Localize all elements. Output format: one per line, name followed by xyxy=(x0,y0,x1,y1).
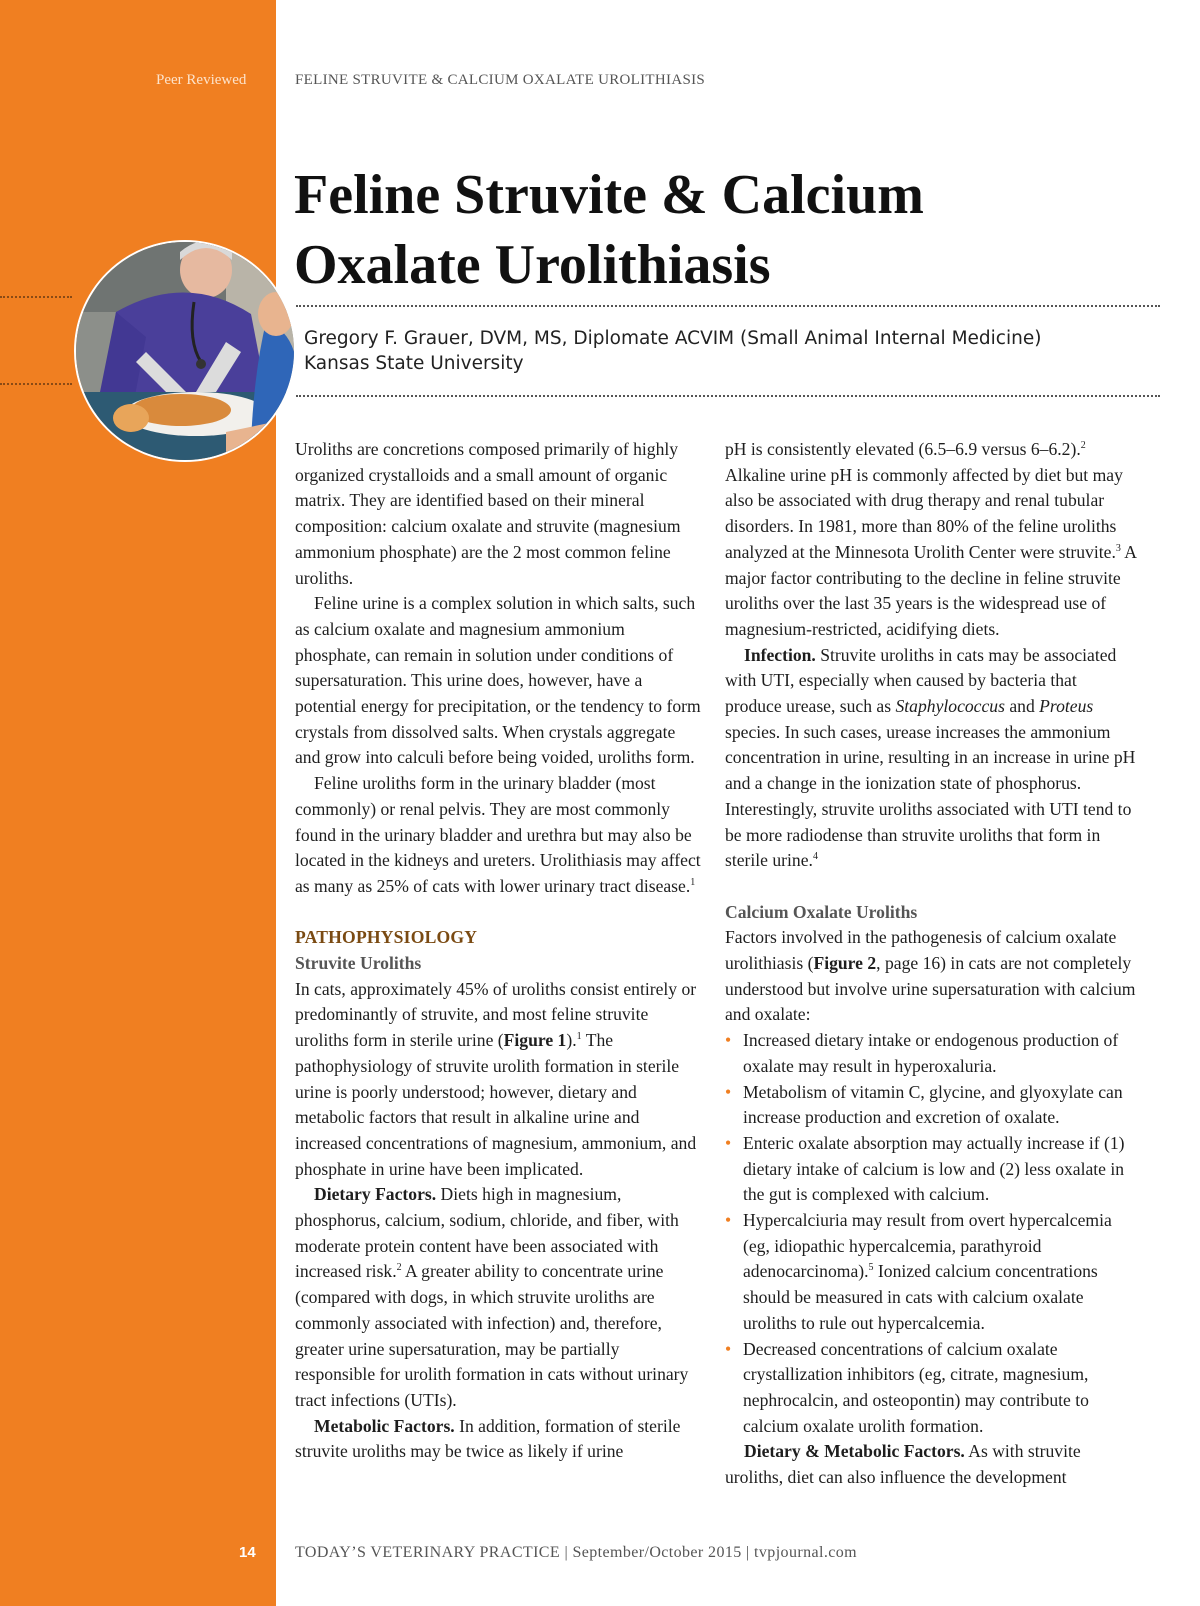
paragraph-dietary-factors xyxy=(295,1182,703,1413)
figure-1-reference: Figure 1 xyxy=(503,1030,567,1051)
paragraph-urine-ph-text-a: pH is consistently elevated (6.5–6.9 versus 6–6.2). xyxy=(725,439,1081,459)
bullet-item-enteric-absorption: • Enteric oxalate absorption may actually increase if (1) dietary intake of calcium is low and (2) less oxalate in the gut is complexed with calcium. xyxy=(725,1131,1137,1208)
paragraph-infection-text-a: Struvite uroliths in cats may be associated with UTI, especially when caused by bacteria that produce urease, such as xyxy=(725,644,1117,717)
genus-proteus: Proteus xyxy=(1039,696,1094,717)
article-column-left xyxy=(295,437,703,1465)
paragraph-urine-solution-text: Feline urine is a complex solution in which salts, such as calcium oxalate and magnesium ammonium phosphate, can remain in solution under conditions of supersaturation. This urine does, however, have a potential energy for precipitation, or the tendency to form crystals from dissolved salts. When crystals aggregate and grow into calculi before being voided, uroliths form. xyxy=(295,593,701,768)
paragraph-urolith-location xyxy=(295,771,703,900)
run-in-heading-metabolic-factors: Metabolic Factors. xyxy=(314,1415,455,1436)
paragraph-metabolic-factors-text: In addition, formation of sterile struvite uroliths may be twice as likely if urine xyxy=(295,1415,681,1462)
run-in-heading-dietary-factors: Dietary Factors. xyxy=(314,1184,437,1205)
paragraph-struvite xyxy=(295,977,703,1183)
paragraph-urine-ph-text-c: A major factor contributing to the decline in feline struvite uroliths over the last 35 years is the widespread use of magnesium-restricted, acidifying diets. xyxy=(725,541,1137,639)
author-name: Gregory F. Grauer, DVM, MS, Diplomate ACVIM (Small Animal Internal Medicine) xyxy=(304,328,1042,349)
paragraph-urolith-location-text: Feline uroliths form in the urinary bladder (most commonly) or renal pelvis. They are most commonly found in the urinary bladder and urethra but may also be located in the kidneys and ureters. Urolithiasis may affect as many as 25% of cats with lower urinary tract disease. xyxy=(295,773,701,896)
running-head: FELINE STRUVITE & CALCIUM OXALATE UROLITHIASIS xyxy=(295,72,706,88)
paragraph-infection xyxy=(725,643,1137,874)
heading-calcium-oxalate-uroliths: Calcium Oxalate Uroliths xyxy=(725,901,918,922)
paragraph-intro xyxy=(295,437,703,591)
paragraph-calcium-oxalate-text-b: , page 16) in cats are not completely understood but involve urine supersaturation with calcium and oxalate: xyxy=(725,953,1136,1025)
peer-reviewed-label: Peer Reviewed xyxy=(156,72,247,88)
reference-superscript: 5 xyxy=(868,1262,874,1274)
paragraph-struvite-text-c: The pathophysiology of struvite urolith formation in sterile urine is poorly understood; however, dietary and metabolic factors that result in alkaline urine and increased concentrations of magnesium, ammonium, and phosphate in urine have been implicated. xyxy=(295,1030,697,1179)
paragraph-intro-text: Uroliths are concretions composed primarily of highly organized crystalloids and a small amount of organic matrix. They are identified based on their mineral composition: calcium oxalate and struvite (magnesium ammonium phosphate) are the 2 most common feline uroliths. xyxy=(295,439,681,588)
author-affiliation: Kansas State University xyxy=(304,353,524,374)
reference-superscript: 1 xyxy=(690,877,696,889)
figure-2-reference: Figure 2 xyxy=(813,953,877,974)
bullet-item-inhibitors: • Decreased concentrations of calcium oxalate crystallization inhibitors (eg, citrate, magnesium, nephrocalcin, and osteopontin) may contribute to calcium oxalate urolith formation. xyxy=(725,1337,1137,1440)
paragraph-dietary-metabolic-text: As with struvite uroliths, diet can also influence the development xyxy=(725,1441,1081,1488)
page-number: 14 xyxy=(239,1544,256,1561)
paragraph-dietary-factors-text-a: Diets high in magnesium, phosphorus, calcium, sodium, chloride, and fiber, with moderate protein content have been associated with increased risk. xyxy=(295,1184,679,1282)
bullet-item-hyperoxaluria: • Increased dietary intake or endogenous production of oxalate may result in hyperoxaluria. xyxy=(725,1028,1137,1079)
run-in-heading-dietary-metabolic: Dietary & Metabolic Factors. xyxy=(744,1441,965,1462)
paragraph-infection-text-c: species. In such cases, urease increases the ammonium concentration in urine, resulting in an increase in urine pH and a change in the ionization state of phosphorus. Interestingly, struvite uroliths associated with UTI tend to be more radiodense than struvite uroliths that form in sterile urine. xyxy=(725,721,1136,871)
paragraph-urine-ph-text-b: Alkaline urine pH is commonly affected by diet but may also be associated with drug therapy and renal tubular disorders. In 1981, more than 80% of the feline uroliths analyzed at the Minnesota Urolith Center were struvite. xyxy=(725,464,1123,562)
paragraph-metabolic-factors xyxy=(295,1414,703,1465)
paragraph-struvite-text-b: ). xyxy=(566,1030,577,1051)
reference-superscript: 2 xyxy=(1080,440,1086,452)
orange-sidebar xyxy=(0,0,276,1606)
author-divider xyxy=(296,395,1160,397)
article-column-right xyxy=(725,437,1137,1491)
author-block xyxy=(304,326,1041,376)
paragraph-dietary-metabolic xyxy=(725,1439,1137,1490)
article-title xyxy=(294,160,1174,300)
run-in-heading-infection: Infection. xyxy=(744,644,816,665)
sidebar-dotted-rule-bottom xyxy=(0,383,72,385)
bullet-item-hypercalciuria xyxy=(725,1208,1137,1337)
paragraph-dietary-factors-text-b: A greater ability to concentrate urine (compared with dogs, in which struvite uroliths are commonly associated with infection) and, therefore, greater urine supersaturation, may be partially responsible for urolith formation in cats without urinary tract infections (UTIs). xyxy=(295,1261,689,1410)
bullet-hypercalciuria-text-b: Ionized calcium concentrations should be measured in cats with calcium oxalate uroliths to rule out hypercalcemia. xyxy=(743,1261,1098,1333)
title-divider xyxy=(296,305,1160,307)
reference-superscript: 2 xyxy=(396,1262,402,1274)
paragraph-urine-ph xyxy=(725,437,1137,643)
paragraph-struvite-text-a: In cats, approximately 45% of uroliths consist entirely or predominantly of struvite, and most feline struvite uroliths form in sterile urine ( xyxy=(295,978,697,1051)
paragraph-calcium-oxalate xyxy=(725,925,1137,1028)
title-line-2: Oxalate Urolithiasis xyxy=(294,234,771,296)
veterinarian-with-cat-photo xyxy=(74,240,296,462)
heading-struvite-uroliths: Struvite Uroliths xyxy=(295,953,422,974)
bullet-item-vitamin-c: • Metabolism of vitamin C, glycine, and glyoxylate can increase production and excretion of oxalate. xyxy=(725,1080,1137,1131)
footer-journal-line: TODAY’S VETERINARY PRACTICE | September/October 2015 | tvpjournal.com xyxy=(295,1544,857,1561)
spacer xyxy=(725,874,1137,900)
title-line-1: Feline Struvite & Calcium xyxy=(294,164,924,226)
reference-superscript: 4 xyxy=(812,851,818,863)
bullet-hypercalciuria-text-a: Hypercalciuria may result from overt hypercalcemia (eg, idiopathic hypercalcemia, parathyroid adenocarcinoma). xyxy=(743,1210,1112,1282)
spacer xyxy=(295,900,703,926)
paragraph-urine-solution xyxy=(295,591,703,771)
reference-superscript: 3 xyxy=(1115,542,1121,554)
paragraph-infection-text-b: and xyxy=(1004,696,1040,717)
heading-pathophysiology: PATHOPHYSIOLOGY xyxy=(295,927,478,948)
paragraph-calcium-oxalate-text-a: Factors involved in the pathogenesis of calcium oxalate urolithiasis ( xyxy=(725,927,1117,974)
reference-superscript: 1 xyxy=(576,1031,582,1043)
sidebar-dotted-rule-top xyxy=(0,296,72,298)
genus-staphylococcus: Staphylococcus xyxy=(895,696,1005,717)
